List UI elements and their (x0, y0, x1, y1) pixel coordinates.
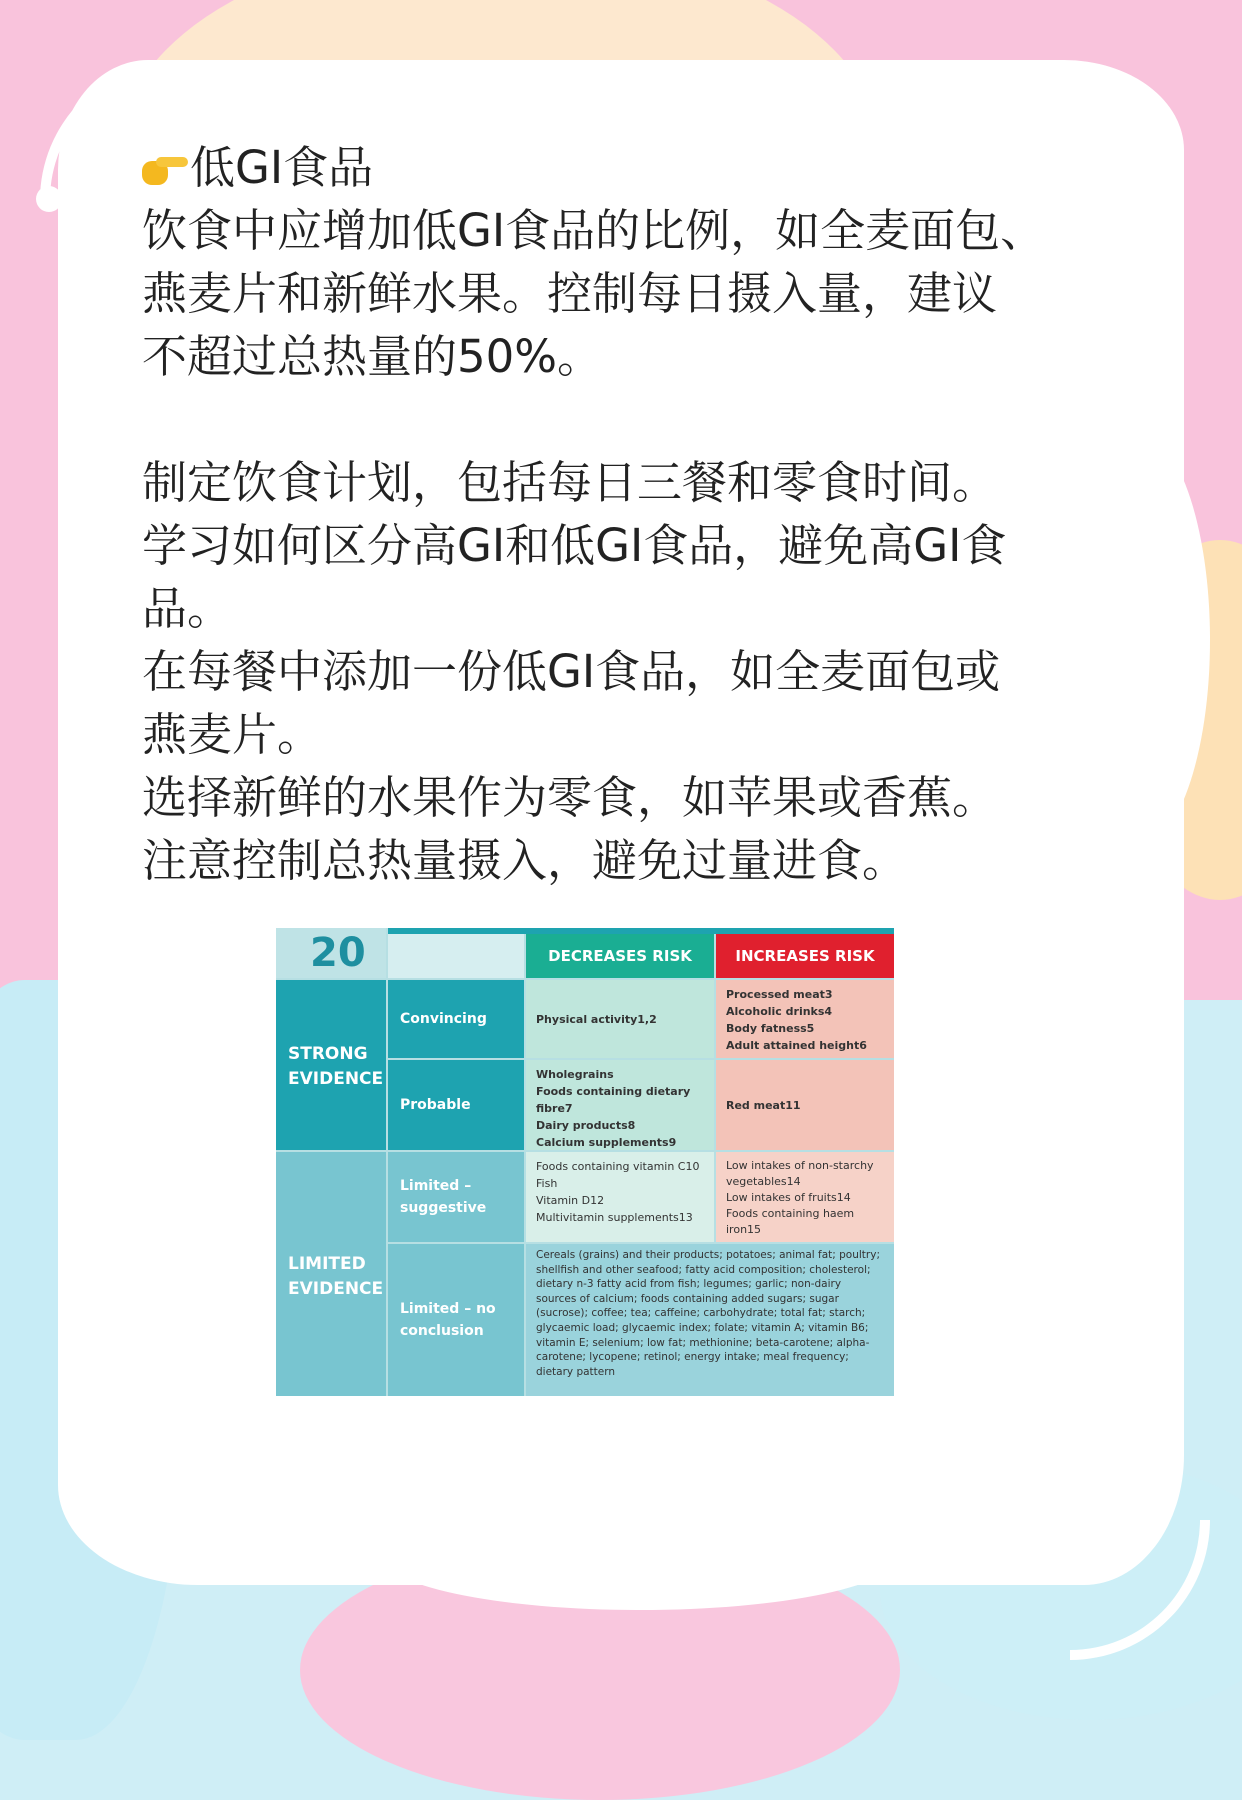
paragraph-line: 学习如何区分高GI和低GI食品，避免高GI食 (142, 519, 1007, 572)
level-convincing: Convincing (388, 980, 524, 1058)
pointing-hand-icon (142, 151, 188, 185)
evidence-table-image (276, 928, 894, 1396)
paragraph-line: 在每餐中添加一份低GI食品，如全麦面包或 (142, 645, 1001, 698)
paragraph-line: 注意控制总热量摄入，避免过量进食。 (142, 834, 908, 887)
group-strong-evidence: STRONG EVIDENCE (276, 980, 386, 1150)
no-conclusion-list: Cereals (grains) and their products; potatoes; animal fat; poultry; shellfish and other seafood; fatty acid composition; cholesterol; dietary n-3 fatty acid from fish; legumes; garlic; non-dairy sources of calcium; foods containing added sugars; sugar (sucrose); coffee; tea; caffeine; carbohydrate; total fat; starch; glycaemic load; glycaemic index; folate; vitamin A; vitamin B6; vitamin E; selenium; low fat; methionine; beta-carotene; alpha-carotene; lycopene; retinol; energy intake; meal frequency; dietary pattern (526, 1244, 894, 1396)
decorative-dot (1108, 160, 1134, 186)
level-limited-no-conclusion: Limited – no conclusion (388, 1244, 524, 1396)
group-limited-evidence: LIMITED EVIDENCE (276, 1152, 386, 1396)
paragraph-line: 不超过总热量的50%。 (142, 330, 603, 383)
table-header-blank (388, 934, 524, 978)
paragraph-line: 品。 (142, 582, 233, 635)
increases-probable: Red meat11 (716, 1060, 894, 1150)
header-increases-risk: INCREASES RISK (716, 934, 894, 978)
increases-convincing: Processed meat3 Alcoholic drinks4 Body fatness5 Adult attained height6 (716, 980, 894, 1058)
card-edge (380, 1500, 900, 1610)
paragraph-line: 燕麦片和新鲜水果。控制每日摄入量，建议 (142, 267, 998, 320)
heading-text: 低GI食品 (190, 141, 374, 194)
paragraph-line: 饮食中应增加低GI食品的比例，如全麦面包、 (142, 204, 1046, 257)
decreases-suggestive: Foods containing vitamin C10 Fish Vitamin D12 Multivitamin supplements13 (526, 1152, 714, 1242)
paragraph-line: 制定饮食计划，包括每日三餐和零食时间。 (142, 456, 998, 509)
decorative-dot (36, 186, 62, 212)
header-decreases-risk: DECREASES RISK (526, 934, 714, 978)
article-body (142, 136, 1102, 892)
table-corner-label: 20 (276, 928, 386, 978)
paragraph-line: 燕麦片。 (142, 708, 323, 761)
decorative-dot (906, 1492, 932, 1518)
level-limited-suggestive: Limited – suggestive (388, 1152, 524, 1242)
paragraph-line: 选择新鲜的水果作为零食，如苹果或香蕉。 (142, 771, 998, 824)
increases-suggestive: Low intakes of non-starchy vegetables14 Low intakes of fruits14 Foods containing haem iron15 (716, 1152, 894, 1242)
decreases-convincing: Physical activity1,2 (526, 980, 714, 1058)
section-heading (142, 136, 1102, 199)
level-probable: Probable (388, 1060, 524, 1150)
decreases-probable: Wholegrains Foods containing dietary fibre7 Dairy products8 Calcium supplements9 (526, 1060, 714, 1150)
